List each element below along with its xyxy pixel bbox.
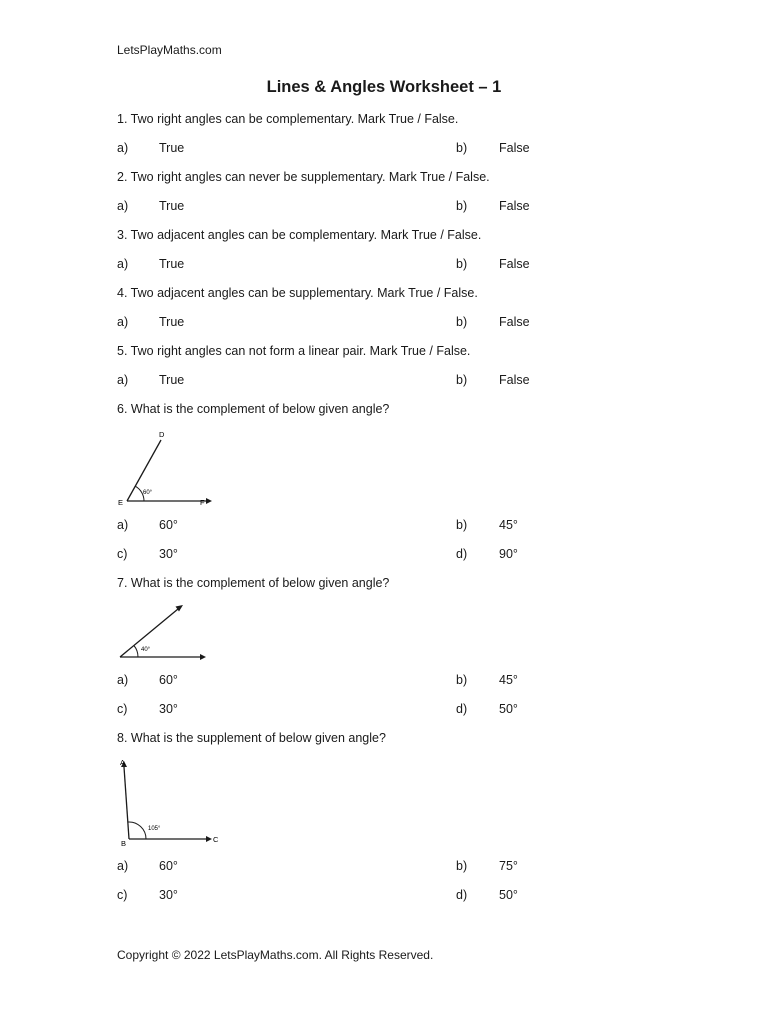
option-label: c) (117, 888, 128, 902)
option-text: 50° (499, 702, 518, 716)
option-text: 45° (499, 518, 518, 532)
question-6: 6. What is the complement of below given angle? (117, 402, 390, 416)
option-label: b) (456, 518, 468, 532)
option-text: True (159, 141, 185, 155)
option-text: True (159, 257, 185, 271)
question-3: 3. Two adjacent angles can be complementary. Mark True / False. (117, 228, 482, 242)
ray-ba (124, 767, 129, 839)
point-label-c: C (213, 835, 219, 844)
arrowhead (200, 654, 206, 660)
site-name: LetsPlayMaths.com (117, 43, 222, 57)
option-text: 45° (499, 673, 518, 687)
angle-arc (134, 646, 138, 658)
option-text: False (499, 315, 530, 329)
question-8: 8. What is the supplement of below given angle? (117, 731, 386, 745)
option-label: c) (117, 702, 128, 716)
option-label: a) (117, 518, 129, 532)
option-text: 60° (159, 673, 178, 687)
option-label: d) (456, 547, 468, 561)
option-label: c) (117, 547, 128, 561)
option-text: False (499, 199, 530, 213)
question-2: 2. Two right angles can never be supplementary. Mark True / False. (117, 170, 490, 184)
option-text: 60° (159, 859, 178, 873)
option-text: 30° (159, 888, 178, 902)
point-label-f: F (200, 498, 205, 507)
point-label-d: D (159, 430, 165, 439)
option-label: a) (117, 673, 129, 687)
question-4: 4. Two adjacent angles can be supplementary. Mark True / False. (117, 286, 478, 300)
option-text: True (159, 199, 185, 213)
question-1: 1. Two right angles can be complementary. Mark True / False. (117, 112, 459, 126)
option-label: b) (456, 859, 468, 873)
option-label: a) (117, 257, 129, 271)
option-label: a) (117, 373, 129, 387)
option-text: True (159, 315, 185, 329)
question-7: 7. What is the complement of below given angle? (117, 576, 390, 590)
point-label-e: E (118, 498, 124, 507)
option-text: 30° (159, 702, 178, 716)
option-label: b) (456, 199, 468, 213)
option-label: b) (456, 141, 468, 155)
option-text: 50° (499, 888, 518, 902)
arrowhead (206, 498, 212, 504)
option-text: True (159, 373, 185, 387)
point-label-a: A (120, 758, 126, 767)
option-text: False (499, 257, 530, 271)
angle-value: 60° (143, 490, 153, 496)
option-label: a) (117, 315, 129, 329)
angle-figure-def (110, 425, 220, 510)
arrowhead (206, 836, 212, 842)
option-label: b) (456, 373, 468, 387)
option-label: b) (456, 673, 468, 687)
option-label: a) (117, 859, 129, 873)
option-label: a) (117, 199, 129, 213)
option-label: d) (456, 888, 468, 902)
option-text: 90° (499, 547, 518, 561)
option-label: a) (117, 141, 129, 155)
page-title: Lines & Angles Worksheet – 1 (266, 78, 502, 96)
option-text: False (499, 373, 530, 387)
option-text: 30° (159, 547, 178, 561)
angle-figure-abc (112, 752, 232, 852)
angle-figure-40 (112, 598, 212, 663)
angle-arc (128, 822, 146, 839)
angle-value: 105° (148, 826, 161, 832)
point-label-b: B (121, 839, 127, 848)
copyright-footer: Copyright © 2022 LetsPlayMaths.com. All Rights Reserved. (117, 948, 434, 962)
option-label: b) (456, 257, 468, 271)
option-label: b) (456, 315, 468, 329)
angle-value: 40° (141, 647, 151, 653)
option-text: False (499, 141, 530, 155)
option-text: 75° (499, 859, 518, 873)
option-label: d) (456, 702, 468, 716)
option-text: 60° (159, 518, 178, 532)
question-5: 5. Two right angles can not form a linear pair. Mark True / False. (117, 344, 471, 358)
